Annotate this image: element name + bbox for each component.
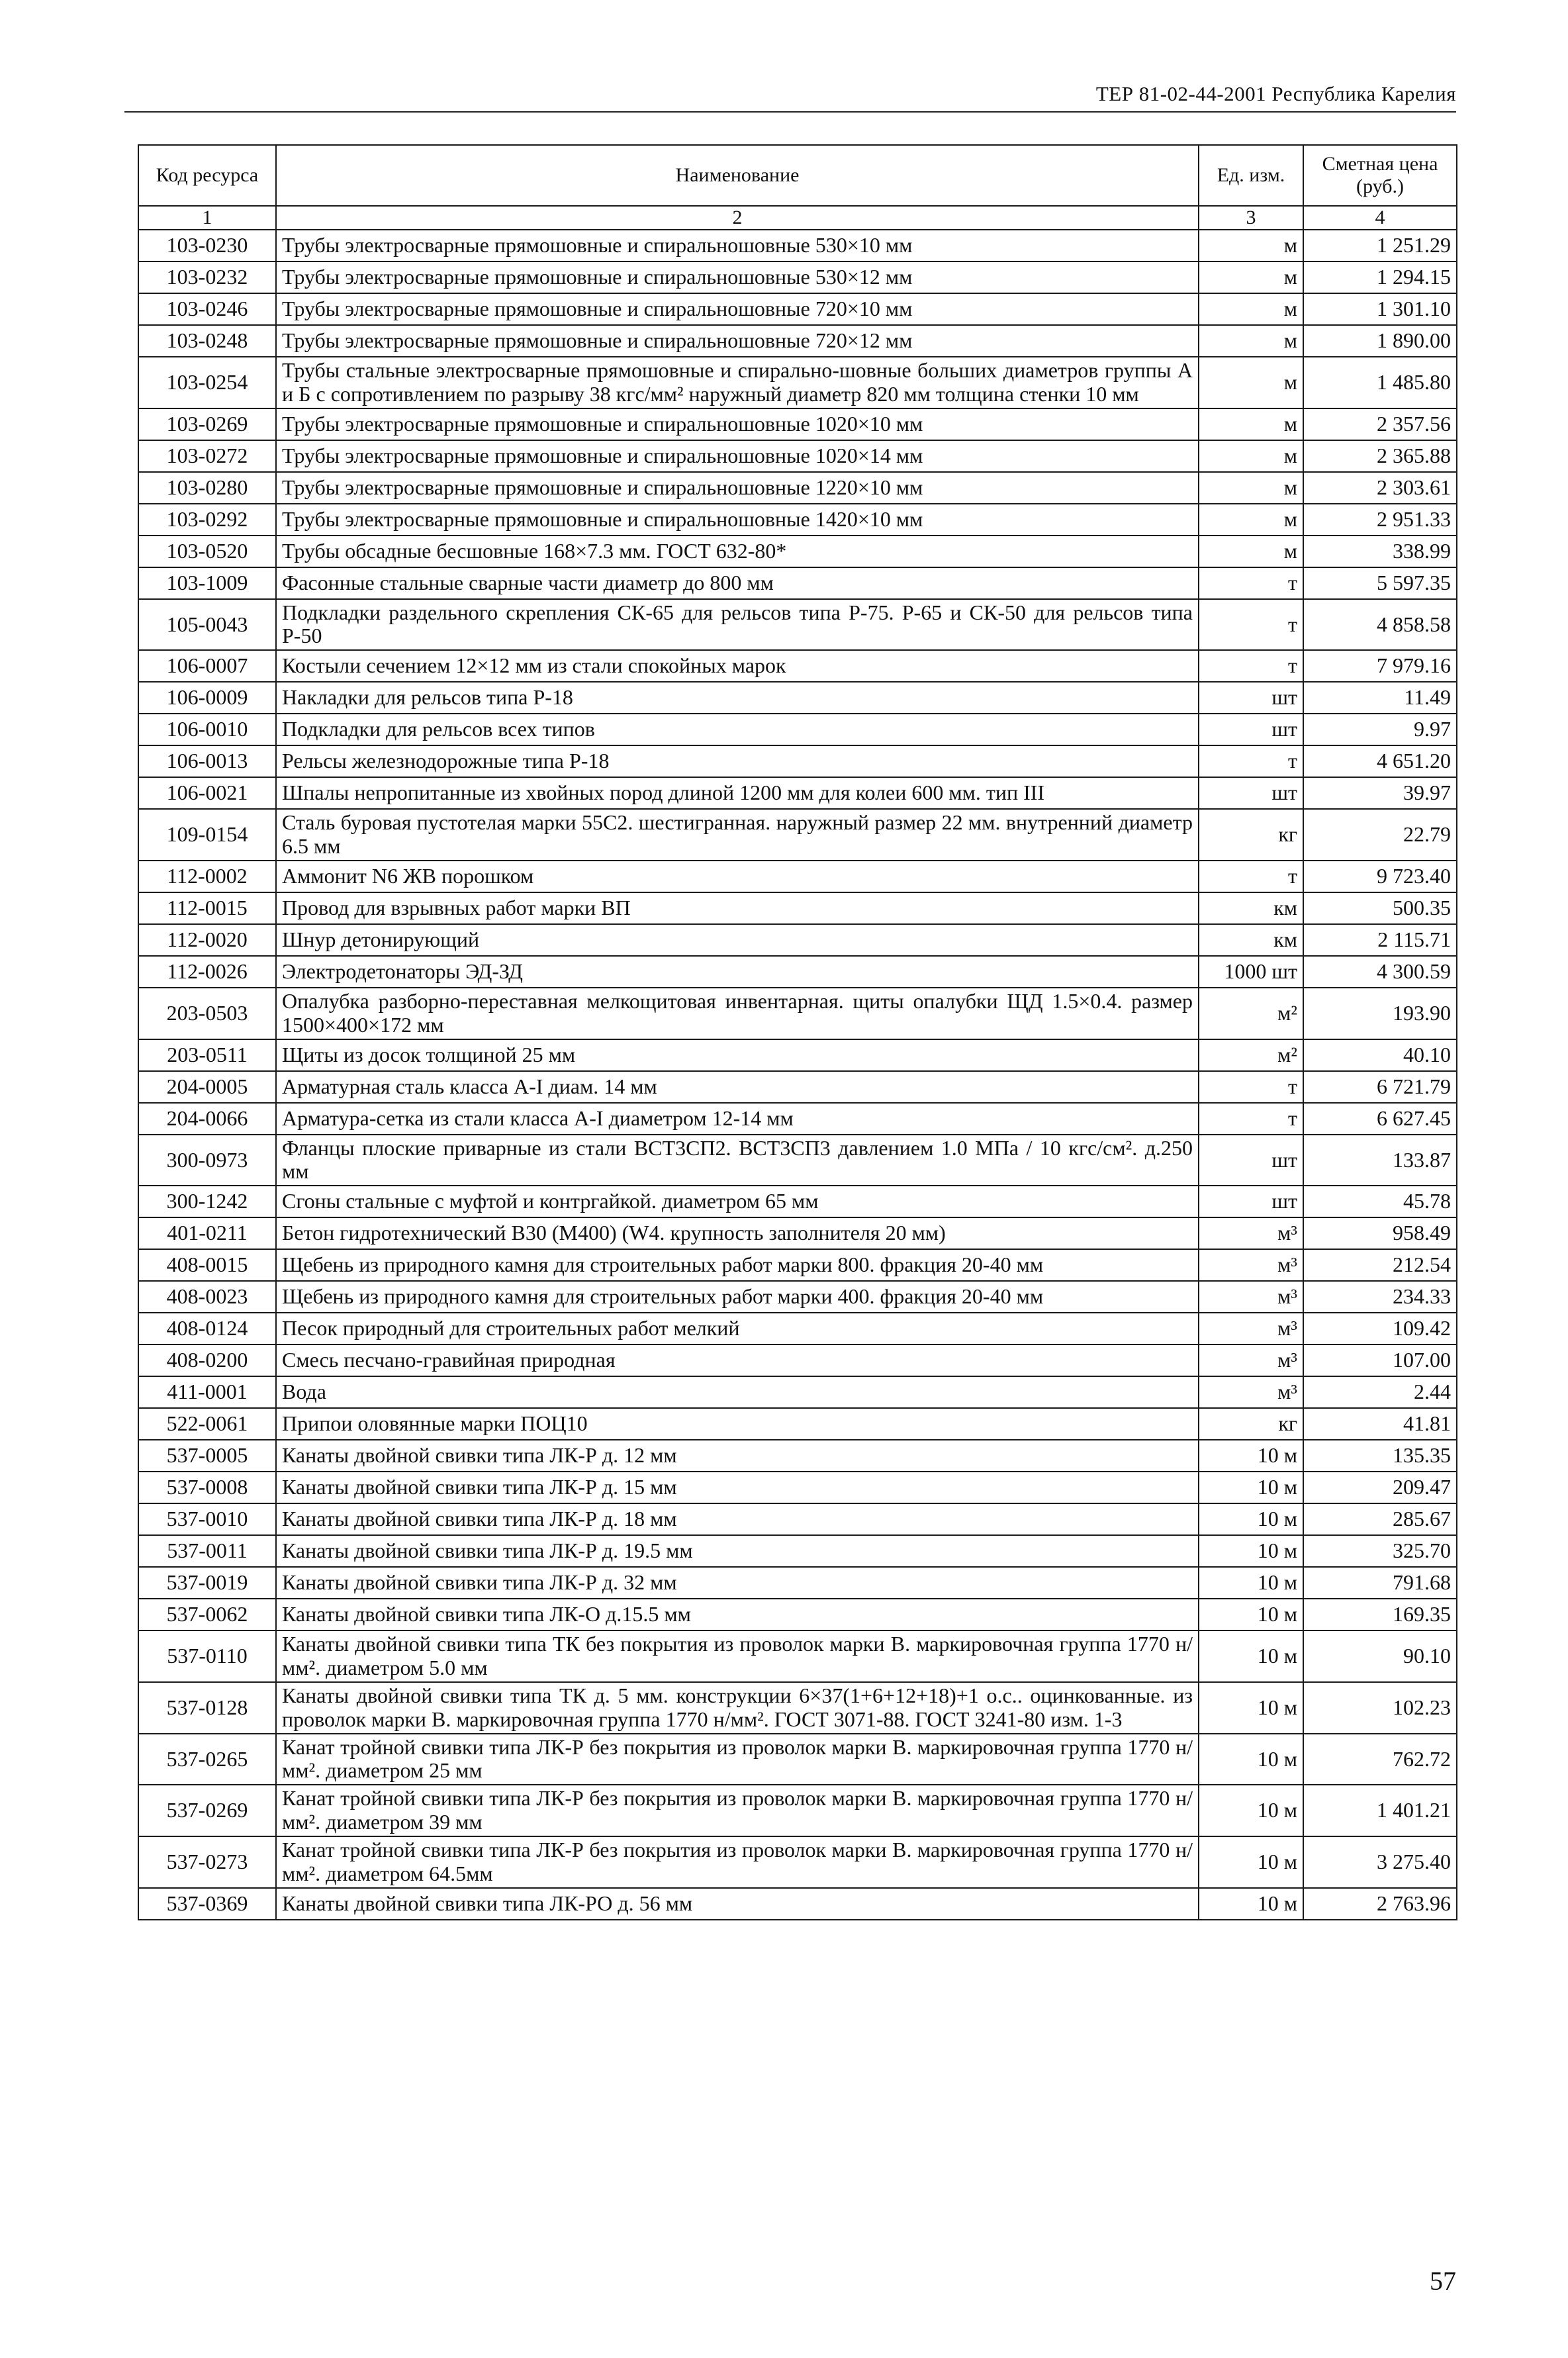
resource-name-cell: Канат тройной свивки типа ЛК-Р без покрытия из проволок марки В. маркировочная группа 1770 н/мм². диаметром 64.5мм	[276, 1836, 1199, 1888]
column-number-row	[138, 206, 1457, 230]
unit-cell: т	[1199, 1103, 1303, 1135]
price-cell: 1 890.00	[1303, 325, 1457, 357]
resource-name-cell: Канат тройной свивки типа ЛК-Р без покрытия из проволок марки В. маркировочная группа 1770 н/мм². диаметром 25 мм	[276, 1734, 1199, 1785]
unit-cell: м	[1199, 293, 1303, 325]
resource-code-cell: 103-1009	[138, 567, 276, 599]
resource-name-cell: Трубы обсадные бесшовные 168×7.3 мм. ГОСТ 632-80*	[276, 536, 1199, 567]
table-row	[138, 777, 1457, 809]
table-row	[138, 1630, 1457, 1682]
price-cell: 4 300.59	[1303, 956, 1457, 988]
resource-name-cell: Опалубка разборно-переставная мелкощитовая инвентарная. щиты опалубки ЩД 1.5×0.4. размер 1500×400×172 мм	[276, 988, 1199, 1039]
resource-code-cell: 112-0015	[138, 892, 276, 924]
resource-name-cell: Трубы электросварные прямошовные и спиральношовные 530×10 мм	[276, 230, 1199, 261]
resource-code-cell: 106-0013	[138, 745, 276, 777]
resource-name-cell: Рельсы железнодорожные типа Р-18	[276, 745, 1199, 777]
unit-cell: шт	[1199, 714, 1303, 745]
resource-name-cell: Бетон гидротехнический В30 (М400) (W4. крупность заполнителя 20 мм)	[276, 1217, 1199, 1249]
table-row	[138, 1281, 1457, 1313]
table-row	[138, 357, 1457, 408]
table-row	[138, 988, 1457, 1039]
resource-code-cell: 408-0023	[138, 1281, 276, 1313]
column-header-unit: Ед. изм.	[1199, 145, 1303, 206]
resource-name-cell: Трубы электросварные прямошовные и спиральношовные 1220×10 мм	[276, 472, 1199, 504]
price-cell: 234.33	[1303, 1281, 1457, 1313]
column-number: 3	[1199, 206, 1303, 230]
resource-name-cell: Щебень из природного камня для строительных работ марки 400. фракция 20-40 мм	[276, 1281, 1199, 1313]
unit-cell: т	[1199, 861, 1303, 892]
price-cell: 1 294.15	[1303, 261, 1457, 293]
unit-cell: кг	[1199, 1408, 1303, 1440]
price-cell: 2 303.61	[1303, 472, 1457, 504]
resource-name-cell: Канаты двойной свивки типа ТК без покрытия из проволок марки В. маркировочная группа 1770 н/мм². диаметром 5.0 мм	[276, 1630, 1199, 1682]
resource-code-cell: 411-0001	[138, 1376, 276, 1408]
resource-code-cell: 106-0009	[138, 682, 276, 714]
resource-code-cell: 204-0005	[138, 1071, 276, 1103]
table-row	[138, 745, 1457, 777]
table-row	[138, 1408, 1457, 1440]
price-cell: 41.81	[1303, 1408, 1457, 1440]
resource-code-cell: 537-0011	[138, 1535, 276, 1567]
unit-cell: м	[1199, 261, 1303, 293]
resource-name-cell: Арматурная сталь класса А-I диам. 14 мм	[276, 1071, 1199, 1103]
price-cell: 2 763.96	[1303, 1888, 1457, 1920]
table-row	[138, 1039, 1457, 1071]
price-cell: 40.10	[1303, 1039, 1457, 1071]
unit-cell: 10 м	[1199, 1472, 1303, 1503]
resource-name-cell: Фасонные стальные сварные части диаметр до 800 мм	[276, 567, 1199, 599]
price-cell: 1 251.29	[1303, 230, 1457, 261]
resource-name-cell: Канаты двойной свивки типа ЛК-РО д. 56 мм	[276, 1888, 1199, 1920]
resource-name-cell: Песок природный для строительных работ мелкий	[276, 1313, 1199, 1344]
table-row	[138, 1135, 1457, 1186]
price-cell: 90.10	[1303, 1630, 1457, 1682]
price-cell: 6 627.45	[1303, 1103, 1457, 1135]
resource-name-cell: Канаты двойной свивки типа ЛК-Р д. 12 мм	[276, 1440, 1199, 1472]
resource-code-cell: 537-0369	[138, 1888, 276, 1920]
price-cell: 1 301.10	[1303, 293, 1457, 325]
table-row	[138, 682, 1457, 714]
table-row	[138, 536, 1457, 567]
resource-name-cell: Сгоны стальные с муфтой и контргайкой. диаметром 65 мм	[276, 1186, 1199, 1217]
resource-code-cell: 408-0124	[138, 1313, 276, 1344]
table-row	[138, 1599, 1457, 1630]
resource-code-cell: 537-0265	[138, 1734, 276, 1785]
table-row	[138, 325, 1457, 357]
table-row	[138, 1440, 1457, 1472]
resource-code-cell: 103-0272	[138, 440, 276, 472]
resource-name-cell: Трубы стальные электросварные прямошовные и спирально-шовные больших диаметров группы А и Б с сопротивлением по разрыву 38 кгс/мм² наружный диаметр 820 мм толщина стенки 10 мм	[276, 357, 1199, 408]
table-row	[138, 1734, 1457, 1785]
unit-cell: м	[1199, 230, 1303, 261]
price-cell: 135.35	[1303, 1440, 1457, 1472]
resource-name-cell: Трубы электросварные прямошовные и спиральношовные 720×12 мм	[276, 325, 1199, 357]
resource-code-cell: 106-0021	[138, 777, 276, 809]
table-row	[138, 408, 1457, 440]
resource-code-cell: 537-0062	[138, 1599, 276, 1630]
price-cell: 107.00	[1303, 1344, 1457, 1376]
resource-code-cell: 103-0254	[138, 357, 276, 408]
unit-cell: т	[1199, 745, 1303, 777]
resource-name-cell: Подкладки раздельного скрепления СК-65 для рельсов типа Р-75. Р-65 и СК-50 для рельсов типа Р-50	[276, 599, 1199, 651]
unit-cell: м	[1199, 440, 1303, 472]
column-number: 1	[138, 206, 276, 230]
unit-cell: кг	[1199, 809, 1303, 861]
resource-code-cell: 112-0026	[138, 956, 276, 988]
price-cell: 11.49	[1303, 682, 1457, 714]
price-cell: 285.67	[1303, 1503, 1457, 1535]
price-cell: 2 951.33	[1303, 504, 1457, 536]
table-row	[138, 1836, 1457, 1888]
resource-code-cell: 109-0154	[138, 809, 276, 861]
resource-name-cell: Накладки для рельсов типа Р-18	[276, 682, 1199, 714]
unit-cell: 1000 шт	[1199, 956, 1303, 988]
price-cell: 45.78	[1303, 1186, 1457, 1217]
column-header-code: Код ресурса	[138, 145, 276, 206]
header-divider	[124, 111, 1456, 113]
table-row	[138, 714, 1457, 745]
table-row	[138, 924, 1457, 956]
table-header-row	[138, 145, 1457, 206]
price-cell: 325.70	[1303, 1535, 1457, 1567]
unit-cell: м	[1199, 504, 1303, 536]
resource-code-cell: 537-0010	[138, 1503, 276, 1535]
resource-name-cell: Канаты двойной свивки типа ЛК-Р д. 18 мм	[276, 1503, 1199, 1535]
unit-cell: 10 м	[1199, 1630, 1303, 1682]
table-row	[138, 809, 1457, 861]
price-cell: 209.47	[1303, 1472, 1457, 1503]
resource-code-cell: 203-0511	[138, 1039, 276, 1071]
unit-cell: 10 м	[1199, 1599, 1303, 1630]
unit-cell: м³	[1199, 1249, 1303, 1281]
column-number: 2	[276, 206, 1199, 230]
unit-cell: 10 м	[1199, 1836, 1303, 1888]
price-cell: 338.99	[1303, 536, 1457, 567]
resource-code-cell: 537-0269	[138, 1785, 276, 1836]
resource-name-cell: Щебень из природного камня для строительных работ марки 800. фракция 20-40 мм	[276, 1249, 1199, 1281]
resource-code-cell: 103-0232	[138, 261, 276, 293]
resource-code-cell: 537-0273	[138, 1836, 276, 1888]
unit-cell: м³	[1199, 1281, 1303, 1313]
unit-cell: 10 м	[1199, 1682, 1303, 1734]
table-row	[138, 1535, 1457, 1567]
table-row	[138, 956, 1457, 988]
table-row	[138, 293, 1457, 325]
resource-name-cell: Щиты из досок толщиной 25 мм	[276, 1039, 1199, 1071]
unit-cell: м	[1199, 536, 1303, 567]
resource-code-cell: 106-0007	[138, 650, 276, 682]
column-header-price: Сметная цена (руб.)	[1303, 145, 1457, 206]
resource-code-cell: 105-0043	[138, 599, 276, 651]
price-cell: 9 723.40	[1303, 861, 1457, 892]
resource-name-cell: Провод для взрывных работ марки ВП	[276, 892, 1199, 924]
unit-cell: 10 м	[1199, 1785, 1303, 1836]
resource-name-cell: Электродетонаторы ЭД-ЗД	[276, 956, 1199, 988]
price-cell: 193.90	[1303, 988, 1457, 1039]
table-row	[138, 892, 1457, 924]
resource-name-cell: Подкладки для рельсов всех типов	[276, 714, 1199, 745]
price-cell: 212.54	[1303, 1249, 1457, 1281]
price-cell: 958.49	[1303, 1217, 1457, 1249]
resource-code-cell: 103-0269	[138, 408, 276, 440]
resource-name-cell: Трубы электросварные прямошовные и спиральношовные 530×12 мм	[276, 261, 1199, 293]
resource-code-cell: 103-0520	[138, 536, 276, 567]
unit-cell: м³	[1199, 1217, 1303, 1249]
unit-cell: м³	[1199, 1344, 1303, 1376]
price-cell: 7 979.16	[1303, 650, 1457, 682]
table-row	[138, 1249, 1457, 1281]
unit-cell: м³	[1199, 1376, 1303, 1408]
resource-code-cell: 103-0230	[138, 230, 276, 261]
resource-code-cell: 103-0280	[138, 472, 276, 504]
table-row	[138, 1472, 1457, 1503]
unit-cell: т	[1199, 1071, 1303, 1103]
resource-code-cell: 112-0002	[138, 861, 276, 892]
table-row	[138, 230, 1457, 261]
resource-code-cell: 300-1242	[138, 1186, 276, 1217]
price-cell: 169.35	[1303, 1599, 1457, 1630]
resource-name-cell: Смесь песчано-гравийная природная	[276, 1344, 1199, 1376]
unit-cell: м	[1199, 357, 1303, 408]
resource-code-cell: 106-0010	[138, 714, 276, 745]
table-row	[138, 1785, 1457, 1836]
price-cell: 102.23	[1303, 1682, 1457, 1734]
price-cell: 9.97	[1303, 714, 1457, 745]
unit-cell: 10 м	[1199, 1888, 1303, 1920]
price-cell: 2.44	[1303, 1376, 1457, 1408]
price-cell: 500.35	[1303, 892, 1457, 924]
resource-name-cell: Трубы электросварные прямошовные и спиральношовные 1020×14 мм	[276, 440, 1199, 472]
resource-code-cell: 537-0019	[138, 1567, 276, 1599]
price-cell: 762.72	[1303, 1734, 1457, 1785]
table-row	[138, 1344, 1457, 1376]
resource-code-cell: 103-0246	[138, 293, 276, 325]
unit-cell: 10 м	[1199, 1734, 1303, 1785]
price-cell: 1 401.21	[1303, 1785, 1457, 1836]
resource-name-cell: Арматура-сетка из стали класса А-I диаметром 12-14 мм	[276, 1103, 1199, 1135]
table-row	[138, 1567, 1457, 1599]
unit-cell: 10 м	[1199, 1440, 1303, 1472]
price-cell: 791.68	[1303, 1567, 1457, 1599]
resource-name-cell: Трубы электросварные прямошовные и спиральношовные 1420×10 мм	[276, 504, 1199, 536]
unit-cell: шт	[1199, 1135, 1303, 1186]
resource-name-cell: Трубы электросварные прямошовные и спиральношовные 720×10 мм	[276, 293, 1199, 325]
price-cell: 1 485.80	[1303, 357, 1457, 408]
column-number: 4	[1303, 206, 1457, 230]
price-cell: 3 275.40	[1303, 1836, 1457, 1888]
resource-code-cell: 537-0008	[138, 1472, 276, 1503]
resource-code-cell: 537-0128	[138, 1682, 276, 1734]
table-row	[138, 1103, 1457, 1135]
price-cell: 133.87	[1303, 1135, 1457, 1186]
unit-cell: 10 м	[1199, 1503, 1303, 1535]
unit-cell: м²	[1199, 1039, 1303, 1071]
unit-cell: м²	[1199, 988, 1303, 1039]
unit-cell: м	[1199, 472, 1303, 504]
price-cell: 39.97	[1303, 777, 1457, 809]
resource-name-cell: Сталь буровая пустотелая марки 55С2. шестигранная. наружный размер 22 мм. внутренний диаметр 6.5 мм	[276, 809, 1199, 861]
unit-cell: м	[1199, 325, 1303, 357]
resource-code-cell: 401-0211	[138, 1217, 276, 1249]
resource-code-cell: 408-0015	[138, 1249, 276, 1281]
resource-code-cell: 522-0061	[138, 1408, 276, 1440]
table-row	[138, 1888, 1457, 1920]
resource-code-cell: 103-0248	[138, 325, 276, 357]
unit-cell: 10 м	[1199, 1567, 1303, 1599]
table-row	[138, 650, 1457, 682]
table-row	[138, 504, 1457, 536]
table-row	[138, 472, 1457, 504]
column-header-name: Наименование	[276, 145, 1199, 206]
price-cell: 6 721.79	[1303, 1071, 1457, 1103]
page-number: 57	[1430, 2266, 1456, 2296]
unit-cell: 10 м	[1199, 1535, 1303, 1567]
table-row	[138, 567, 1457, 599]
resource-name-cell: Канат тройной свивки типа ЛК-Р без покрытия из проволок марки В. маркировочная группа 1770 н/мм². диаметром 39 мм	[276, 1785, 1199, 1836]
table-row	[138, 599, 1457, 651]
resource-code-cell: 103-0292	[138, 504, 276, 536]
resource-name-cell: Костыли сечением 12×12 мм из стали спокойных марок	[276, 650, 1199, 682]
resource-name-cell: Шнур детонирующий	[276, 924, 1199, 956]
table-row	[138, 1217, 1457, 1249]
table-row	[138, 1071, 1457, 1103]
table-row	[138, 1682, 1457, 1734]
table-row	[138, 861, 1457, 892]
table-row	[138, 1503, 1457, 1535]
price-cell: 2 115.71	[1303, 924, 1457, 956]
resource-code-cell: 537-0110	[138, 1630, 276, 1682]
table-row	[138, 440, 1457, 472]
resource-name-cell: Шпалы непропитанные из хвойных пород длиной 1200 мм для колеи 600 мм. тип III	[276, 777, 1199, 809]
resource-name-cell: Канаты двойной свивки типа ЛК-Р д. 19.5 мм	[276, 1535, 1199, 1567]
table-row	[138, 1376, 1457, 1408]
price-cell: 4 651.20	[1303, 745, 1457, 777]
document-header-title: ТЕР 81-02-44-2001 Республика Карелия	[1095, 82, 1456, 105]
price-cell: 4 858.58	[1303, 599, 1457, 651]
resource-code-cell: 203-0503	[138, 988, 276, 1039]
table-row	[138, 1186, 1457, 1217]
table-row	[138, 1313, 1457, 1344]
price-cell: 2 357.56	[1303, 408, 1457, 440]
unit-cell: м	[1199, 408, 1303, 440]
unit-cell: км	[1199, 924, 1303, 956]
resource-name-cell: Аммонит N6 ЖВ порошком	[276, 861, 1199, 892]
resource-name-cell: Канаты двойной свивки типа ЛК-Р д. 15 мм	[276, 1472, 1199, 1503]
price-cell: 109.42	[1303, 1313, 1457, 1344]
unit-cell: шт	[1199, 682, 1303, 714]
price-cell: 2 365.88	[1303, 440, 1457, 472]
resource-code-cell: 408-0200	[138, 1344, 276, 1376]
table-row	[138, 261, 1457, 293]
table-body	[138, 230, 1457, 1920]
resource-name-cell: Фланцы плоские приварные из стали ВСТ3СП2. ВСТ3СП3 давлением 1.0 МПа / 10 кгс/см². д.250 мм	[276, 1135, 1199, 1186]
unit-cell: т	[1199, 599, 1303, 651]
resource-name-cell: Вода	[276, 1376, 1199, 1408]
price-cell: 22.79	[1303, 809, 1457, 861]
resource-name-cell: Припои оловянные марки ПОЦ10	[276, 1408, 1199, 1440]
resource-name-cell: Канаты двойной свивки типа ТК д. 5 мм. конструкции 6×37(1+6+12+18)+1 о.с.. оцинкованные. из проволок марки В. маркировочная группа 1770 н/мм². ГОСТ 3071-88. ГОСТ 3241-80 изм. 1-3	[276, 1682, 1199, 1734]
resource-code-cell: 204-0066	[138, 1103, 276, 1135]
resource-code-cell: 112-0020	[138, 924, 276, 956]
unit-cell: т	[1199, 567, 1303, 599]
resource-price-table	[138, 144, 1457, 1920]
unit-cell: шт	[1199, 777, 1303, 809]
unit-cell: т	[1199, 650, 1303, 682]
unit-cell: м³	[1199, 1313, 1303, 1344]
resource-name-cell: Канаты двойной свивки типа ЛК-О д.15.5 мм	[276, 1599, 1199, 1630]
resource-name-cell: Канаты двойной свивки типа ЛК-Р д. 32 мм	[276, 1567, 1199, 1599]
resource-name-cell: Трубы электросварные прямошовные и спиральношовные 1020×10 мм	[276, 408, 1199, 440]
price-cell: 5 597.35	[1303, 567, 1457, 599]
resource-code-cell: 537-0005	[138, 1440, 276, 1472]
resource-code-cell: 300-0973	[138, 1135, 276, 1186]
unit-cell: км	[1199, 892, 1303, 924]
unit-cell: шт	[1199, 1186, 1303, 1217]
